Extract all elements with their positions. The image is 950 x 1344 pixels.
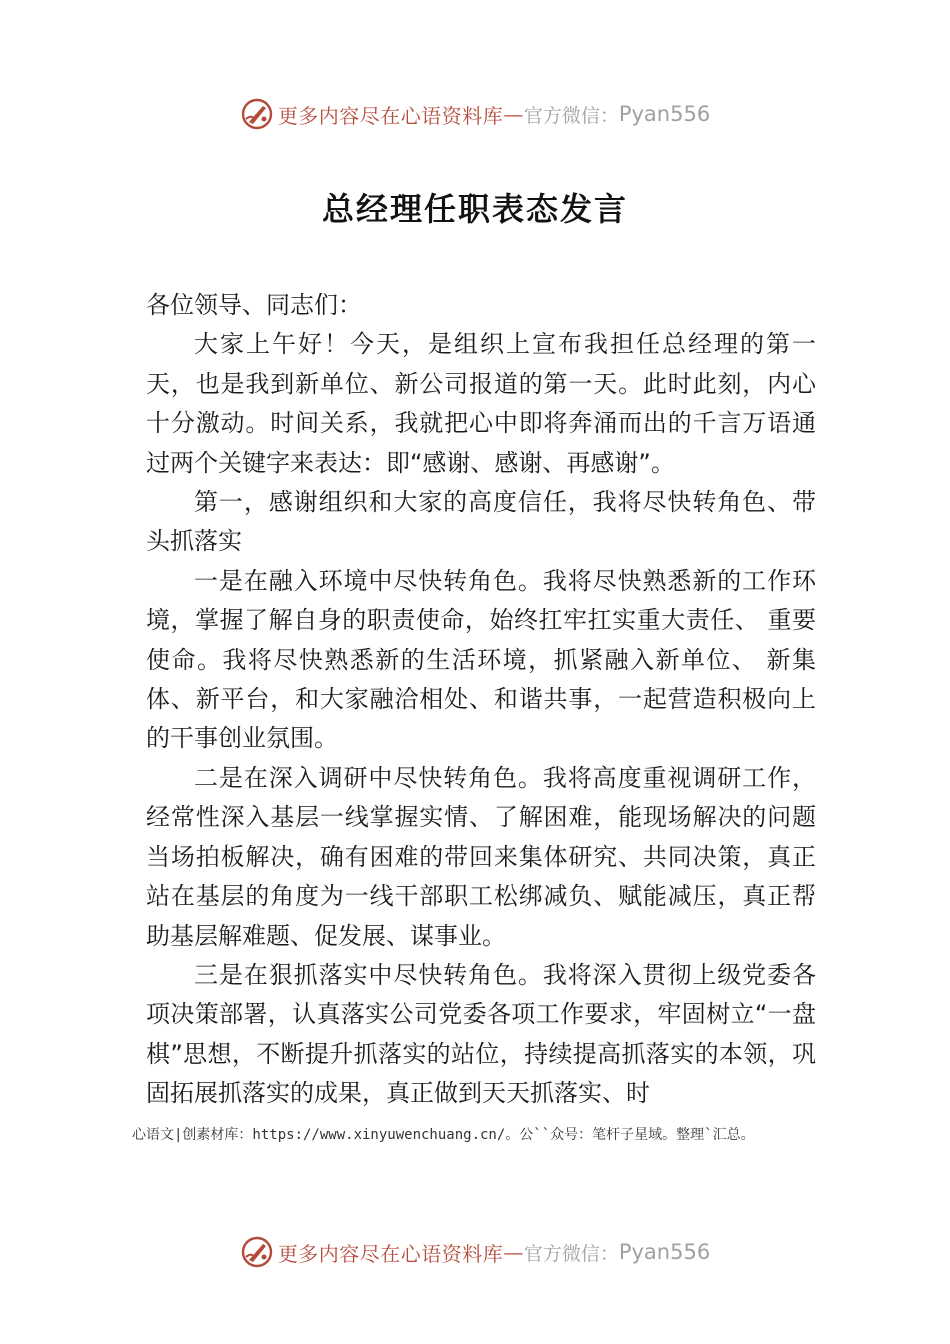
banner-wechat-label: 官方微信：	[523, 104, 619, 127]
document-title: 总经理任职表态发言	[321, 190, 628, 228]
banner-wechat-label: 官方微信：	[523, 1242, 619, 1265]
paragraph-4: 二是在深入调研中尽快转角色。我将高度重视调研工作，经常性深入基层一线掌握实情、了解困难，能现场解决的问题当场拍板解决，确有困难的带回来集体研究、共同决策，真正站在基层的角度为一线干部职工松绑减负、赋能减压，真正帮助基层解难题、促发展、谋事业。	[146, 763, 816, 950]
quill-seal-icon	[240, 97, 274, 131]
document-body	[146, 286, 816, 1114]
footer-banner	[0, 1232, 950, 1272]
paragraph-2: 第一，感谢组织和大家的高度信任，我将尽快转角色、带头抓落实	[146, 488, 816, 556]
banner-wechat-id: Pyan556	[618, 1240, 711, 1264]
banner-wechat-id: Pyan556	[618, 102, 711, 126]
header-banner	[0, 94, 950, 134]
paragraph-5: 三是在狠抓落实中尽快转角色。我将深入贯彻上级党委各项决策部署，认真落实公司党委各项工作要求，牢固树立“一盘棋”思想，不断提升抓落实的站位，持续提高抓落实的本领，巩固拓展抓落实的成果，真正做到天天抓落实、时	[146, 960, 816, 1108]
paragraph-3: 一是在融入环境中尽快转角色。我将尽快熟悉新的工作环境，掌握了解自身的职责使命，始终扛牢扛实重大责任、 重要使命。我将尽快熟悉新的生活环境，抓紧融入新单位、 新集体、新平台，和大家融洽相处、和谐共事，一起营造积极向上的干事创业氛围。	[146, 566, 816, 753]
banner-dash: —	[503, 102, 524, 126]
salutation: 各位领导、同志们：	[146, 291, 362, 319]
quill-seal-icon	[240, 1235, 274, 1269]
banner-text: 更多内容尽在心语资料库	[277, 1241, 504, 1266]
paragraph-1: 大家上午好！今天，是组织上宣布我担任总经理的第一天，也是我到新单位、新公司报道的第一天。此时此刻，内心十分激动。时间关系，我就把心中即将奔涌而出的千言万语通过两个关键字来表达：即“感谢、感谢、再感谢”。	[146, 330, 816, 477]
banner-dash: —	[503, 1240, 524, 1264]
banner-text: 更多内容尽在心语资料库	[277, 103, 504, 128]
footer-source-note: 心语文|创素材库：https://www.xinyuwenchuang.cn/。公``众号：笔杆子星域。整理`汇总。	[132, 1127, 755, 1143]
